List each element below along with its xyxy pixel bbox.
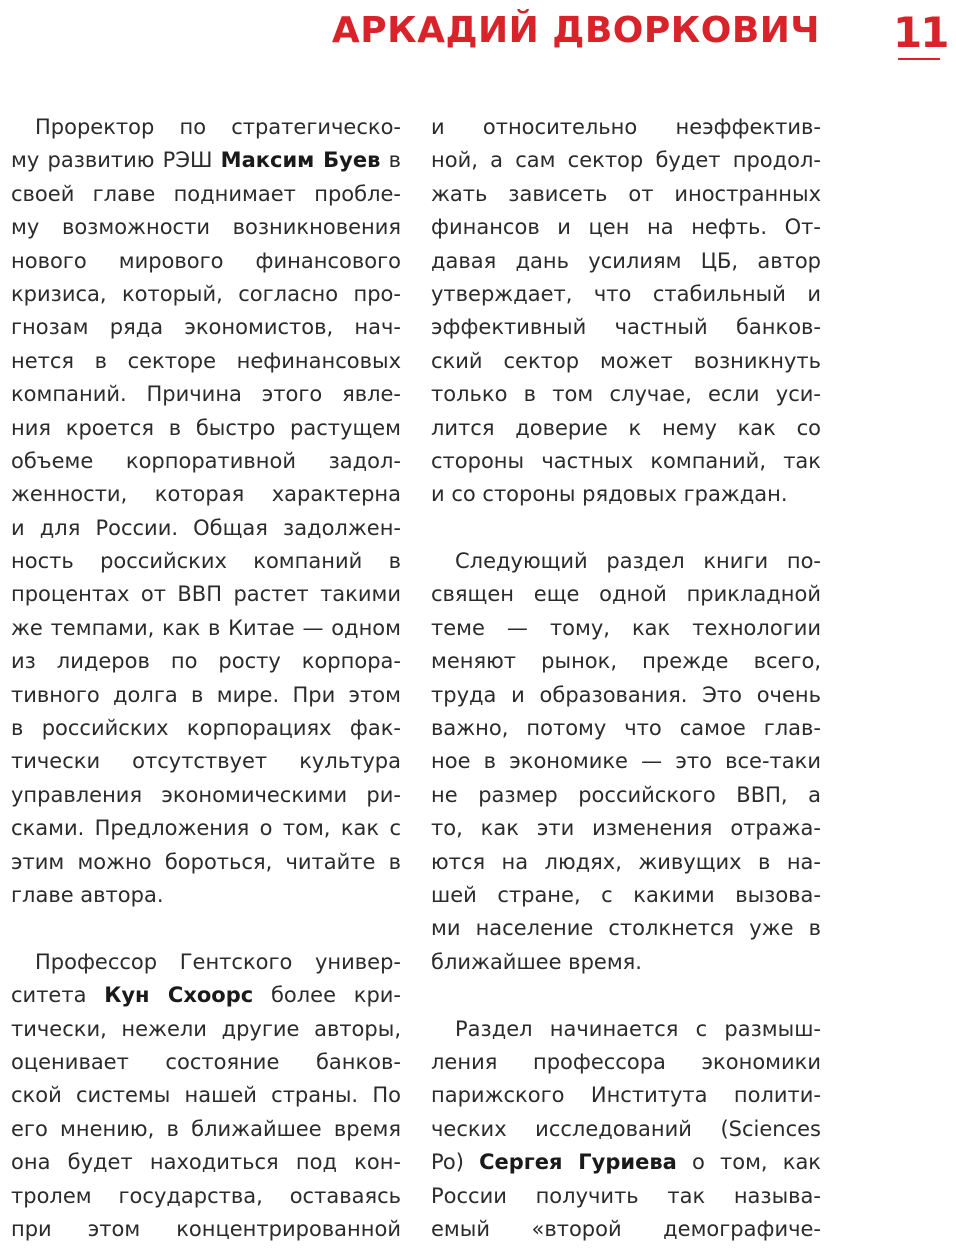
text-line: в российских корпорациях фак- <box>11 716 401 741</box>
text-line: му возможности возникновения <box>11 215 401 240</box>
text-line: Профессор Гентского универ- <box>35 949 401 974</box>
text-line: меняют рынок, прежде всего, <box>431 649 821 674</box>
text-line: ной, а сам сектор будет продол- <box>431 148 821 173</box>
text-line: давая дань усилиям ЦБ, автор <box>431 248 821 273</box>
text-line: жать зависеть от иностранных <box>431 181 821 206</box>
text-line: стороны частных компаний, так <box>431 448 821 473</box>
paragraph-schoors-continued <box>431 111 821 512</box>
text-line: эффективный частный банков- <box>431 315 821 340</box>
text-line: важно, потому что самое глав- <box>431 716 821 741</box>
text-line: емый «второй демографиче- <box>431 1216 821 1241</box>
text-line: же темпами, как в Китае — одном <box>11 615 401 640</box>
text-line: не размер российского ВВП, а <box>431 782 821 807</box>
text-line: она будет находиться под кон- <box>11 1150 401 1175</box>
text-line: Po) Сергея Гуриева о том, как <box>431 1150 821 1175</box>
text-line: России получить так называ- <box>431 1183 821 1208</box>
text-line: кризиса, который, согласно про- <box>11 281 401 306</box>
text-line: этим можно бороться, читайте в <box>11 849 401 874</box>
author-name: Сергея Гуриева <box>479 1150 677 1175</box>
text-line: и со стороны рядовых граждан. <box>431 482 788 507</box>
text-line: шей стране, с какими вызова- <box>431 882 821 907</box>
text-line: и для России. Общая задолжен- <box>11 515 401 540</box>
paragraph-technology <box>431 545 821 979</box>
page-number-underline <box>898 58 940 60</box>
text-line: компаний. Причина этого явле- <box>11 382 401 407</box>
author-name: Максим Буев <box>220 148 381 173</box>
text-line: Следующий раздел книги по- <box>455 549 821 574</box>
text-line: своей главе поднимает пробле- <box>11 181 401 206</box>
text-line: ное в экономике — это все-таки <box>431 749 821 774</box>
text-line: финансов и цен на нефть. От- <box>431 215 821 240</box>
author-title: АРКАДИЙ ДВОРКОВИЧ <box>331 10 820 51</box>
text-line: ность российских компаний в <box>11 549 401 574</box>
text-line: ния кроется в быстро растущем <box>11 415 401 440</box>
text-line: ми население столкнется уже в <box>431 916 821 941</box>
text-line: ближайшее время. <box>431 949 642 974</box>
text-line: тролем государства, оставаясь <box>11 1183 401 1208</box>
author-name: Кун Схоорс <box>104 983 254 1008</box>
paragraph-gap <box>431 512 821 545</box>
text-line: его мнению, в ближайшее время <box>11 1116 401 1141</box>
text-line: парижского Института полити- <box>431 1083 821 1108</box>
text-line: оценивает состояние банков- <box>11 1049 401 1074</box>
text-line: Проректор по стратегическо- <box>35 115 401 139</box>
text-line: гнозам ряда экономистов, нач- <box>11 315 401 340</box>
text-line: му развитию РЭШ Максим Буев в <box>11 148 401 173</box>
text-line: при этом концентрированной <box>11 1216 401 1241</box>
text-line: из лидеров по росту корпора- <box>11 649 401 674</box>
paragraph-schoors <box>11 946 401 1247</box>
text-line: объеме корпоративной задол- <box>11 448 401 473</box>
text-line: главе автора. <box>11 882 164 907</box>
text-line: Раздел начинается с размыш- <box>455 1016 821 1041</box>
text-line: ются на людях, живущих в на- <box>431 849 821 874</box>
paragraph-gap <box>431 979 821 1012</box>
text-line: сками. Предложения о том, как с <box>11 816 401 841</box>
text-line: женности, которая характерна <box>11 482 401 507</box>
text-line: нется в секторе нефинансовых <box>11 348 401 373</box>
text-line: священ еще одной прикладной <box>431 582 821 607</box>
text-line: ления профессора экономики <box>431 1049 821 1074</box>
text-line: тически отсутствует культура <box>11 749 401 774</box>
left-column <box>11 111 401 1246</box>
text-line: только в том случае, если уси- <box>431 382 821 407</box>
text-line: тически, нежели другие авторы, <box>11 1016 401 1041</box>
text-line: тивного долга в мире. При этом <box>11 682 401 707</box>
page-number: 11 <box>893 8 948 57</box>
right-column <box>431 111 821 1246</box>
text-line: теме — тому, как технологии <box>431 615 821 640</box>
text-line: лится доверие к нему как со <box>431 415 821 440</box>
text-line: ситета Кун Схоорс более кри- <box>11 983 401 1008</box>
paragraph-buev <box>11 111 401 912</box>
text-line: управления экономическими ри- <box>11 782 401 807</box>
text-line: утверждает, что стабильный и <box>431 281 821 306</box>
paragraph-gap <box>11 912 401 945</box>
text-line: и относительно неэффектив- <box>431 115 821 139</box>
text-line: ческих исследований (Sciences <box>431 1116 821 1141</box>
text-line: нового мирового финансового <box>11 248 401 273</box>
text-line: труда и образования. Это очень <box>431 682 821 707</box>
text-line: то, как эти изменения отража- <box>431 816 821 841</box>
text-line: процентах от ВВП растет такими <box>11 582 401 607</box>
text-line: ский сектор может возникнуть <box>431 348 821 373</box>
text-line: ской системы нашей страны. По <box>11 1083 401 1108</box>
paragraph-guriev <box>431 1013 821 1247</box>
